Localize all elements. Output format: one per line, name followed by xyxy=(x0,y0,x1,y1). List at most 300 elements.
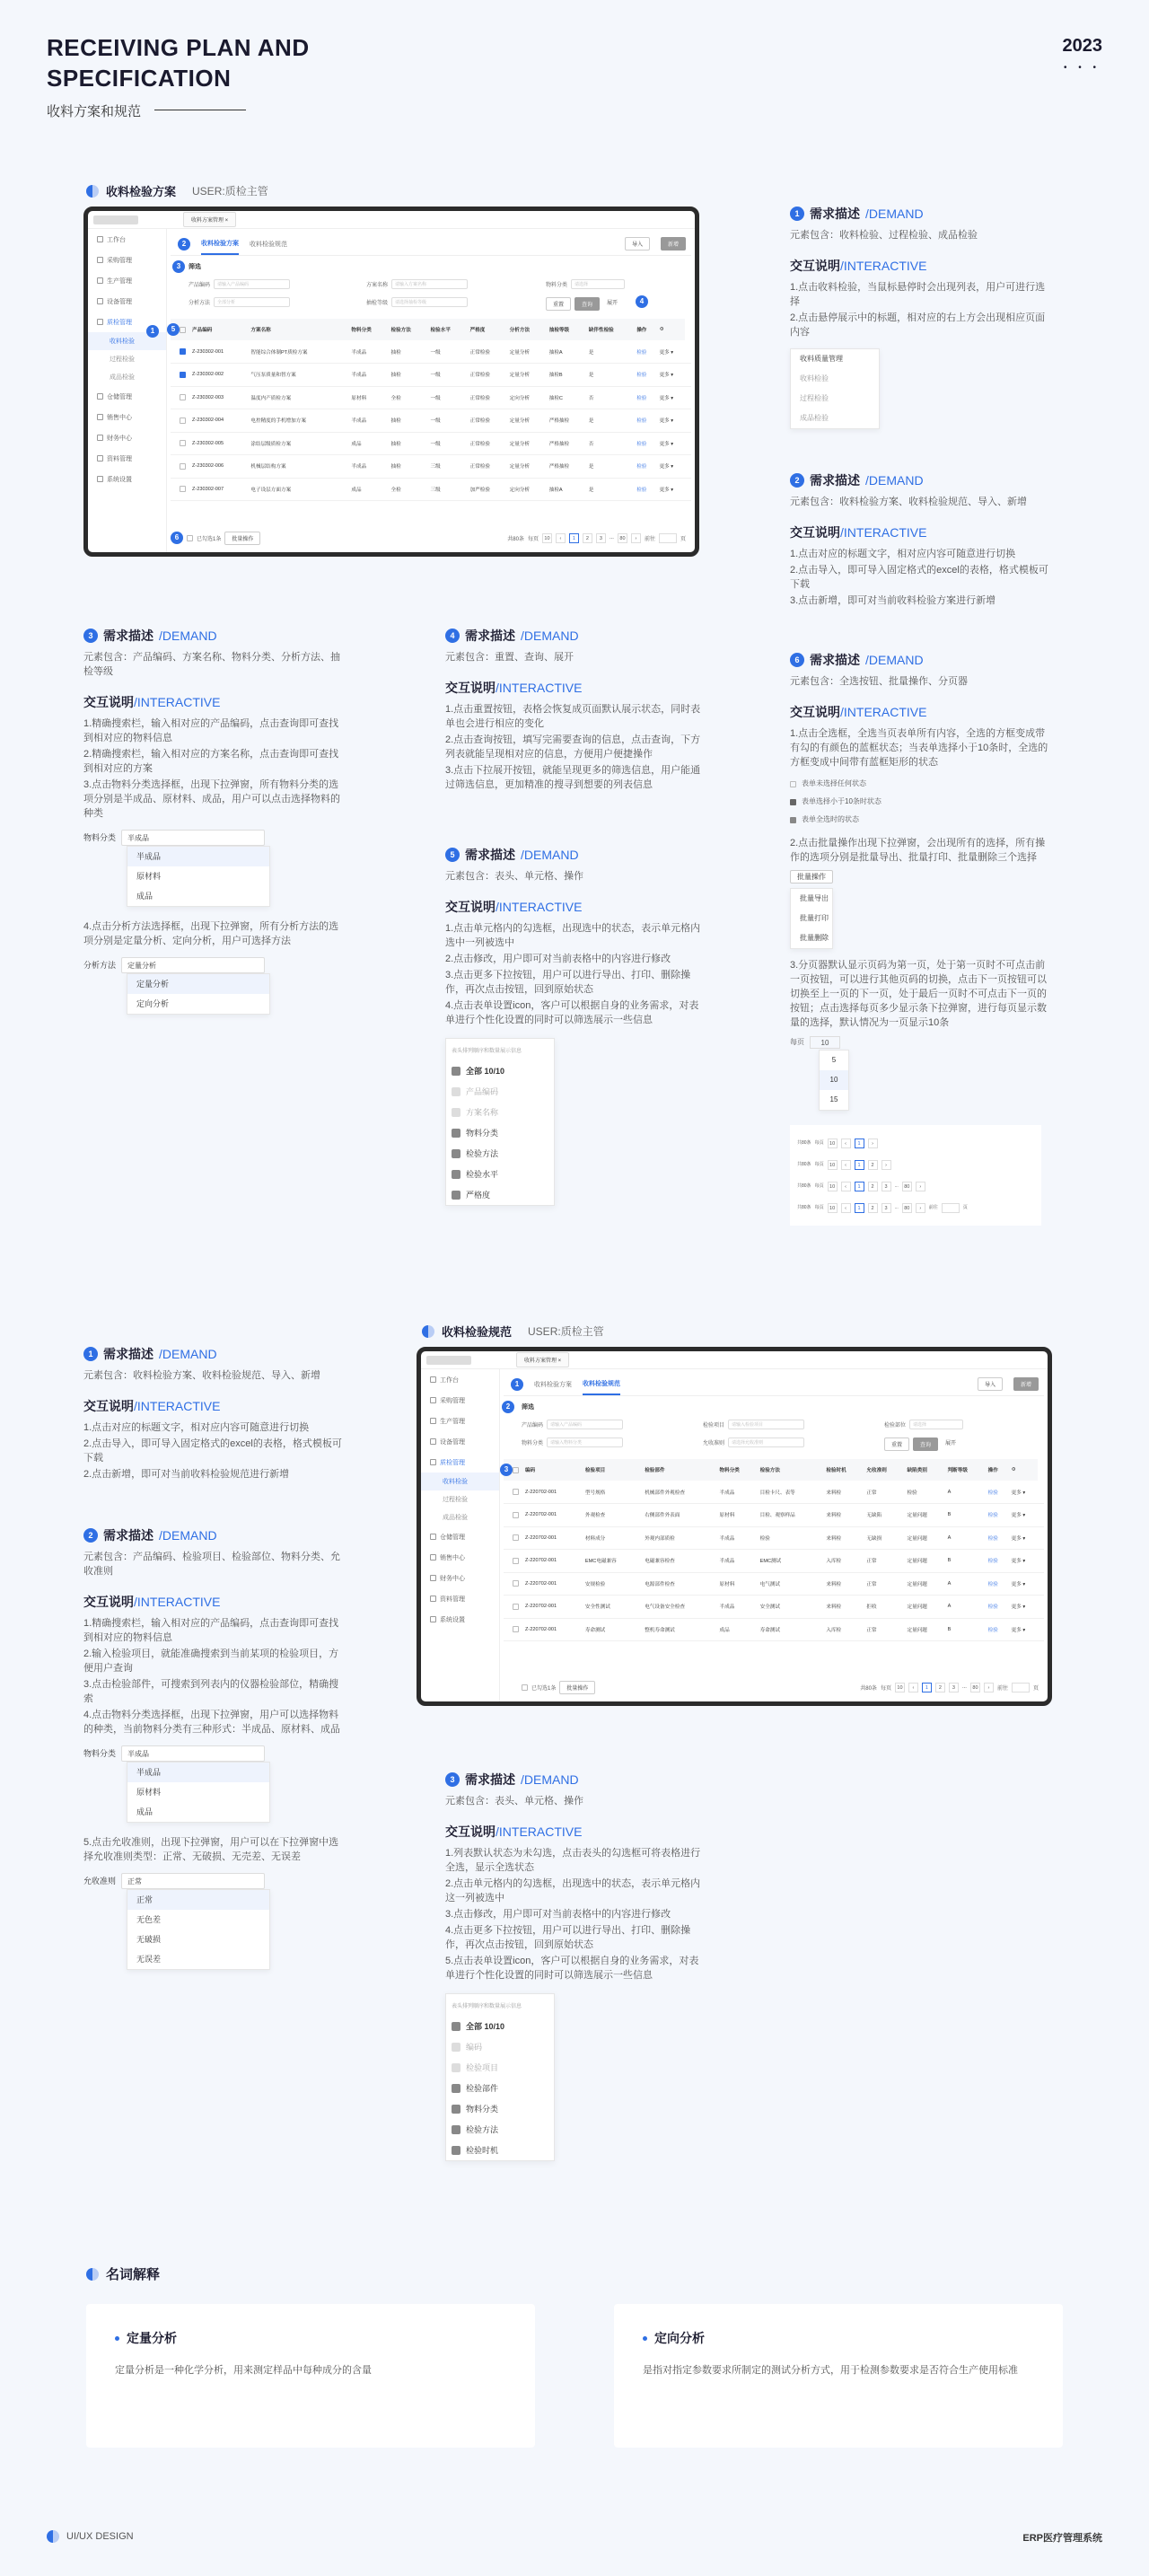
sidebar-item[interactable] xyxy=(88,229,166,250)
page-3[interactable]: 3 xyxy=(949,1683,959,1692)
material-select[interactable]: 半成品 xyxy=(121,830,265,846)
tab-plan-manage[interactable]: 收料方案管理 × xyxy=(183,212,236,227)
column-option[interactable] xyxy=(446,2016,554,2036)
sidebar-item[interactable] xyxy=(88,350,166,368)
sidebar-item-label: 资料管理 xyxy=(107,455,132,462)
column-checkbox[interactable] xyxy=(452,1191,460,1200)
row-checkbox[interactable] xyxy=(513,1580,519,1587)
table-cell: 一级 xyxy=(427,340,467,364)
option[interactable]: 无误差 xyxy=(136,1955,162,1964)
column-header: 检验部件 xyxy=(641,1459,715,1481)
batch-button[interactable]: 批量操作 xyxy=(559,1681,595,1694)
page-number[interactable]: 1 xyxy=(855,1160,864,1170)
table-cell: 安全测试 xyxy=(757,1596,823,1619)
row-checkbox-cell xyxy=(171,455,189,479)
pager-state-row xyxy=(797,1197,1034,1218)
edit-link[interactable]: 检验 xyxy=(985,1504,1008,1527)
menu-icon xyxy=(97,298,103,304)
sidebar-item-label: 收料检验 xyxy=(443,1479,468,1485)
edit-link[interactable]: 检验 xyxy=(633,455,655,479)
tab-inspection-spec[interactable]: 收料检验规范 xyxy=(583,1374,620,1395)
page-2[interactable]: 2 xyxy=(935,1683,945,1692)
page-size-select[interactable]: 10 xyxy=(828,1160,838,1170)
more-dropdown[interactable]: 更多 ▾ xyxy=(1008,1550,1038,1573)
menu-item[interactable]: 成品检验 xyxy=(800,414,829,422)
column-checkbox[interactable] xyxy=(452,2125,460,2134)
import-button[interactable]: 导入 xyxy=(978,1377,1003,1391)
row-checkbox[interactable] xyxy=(513,1626,519,1632)
table-cell: 成品 xyxy=(347,478,387,501)
plan-name-input[interactable]: 请输入方案名称 xyxy=(391,279,468,289)
sidebar-item[interactable] xyxy=(421,1473,499,1490)
goto-input[interactable] xyxy=(1012,1683,1030,1692)
page-3[interactable]: 3 xyxy=(596,533,606,543)
row-checkbox[interactable] xyxy=(513,1512,519,1518)
column-checkbox[interactable] xyxy=(452,2084,460,2093)
more-dropdown[interactable]: 更多 ▾ xyxy=(1008,1481,1038,1504)
pager-per: 每页 xyxy=(814,1205,824,1210)
column-option-label: 检验时机 xyxy=(466,2145,499,2155)
sidebar-item[interactable] xyxy=(88,291,166,312)
option[interactable]: 半成品 xyxy=(127,1763,269,1782)
option[interactable]: 批量导出 xyxy=(800,894,829,902)
more-dropdown[interactable]: 更多 ▾ xyxy=(656,432,686,455)
header-checkbox[interactable] xyxy=(513,1467,519,1473)
column-checkbox[interactable] xyxy=(452,1067,460,1076)
sidebar-item[interactable] xyxy=(421,1609,499,1630)
row-checkbox[interactable] xyxy=(180,394,186,400)
menu-icon xyxy=(97,435,103,441)
pager-total: 共80条 xyxy=(507,536,524,542)
sidebar-item-label: 过程检验 xyxy=(110,356,135,363)
option[interactable]: 原材料 xyxy=(136,1788,162,1797)
table-row xyxy=(504,1550,1044,1573)
option[interactable]: 定向分析 xyxy=(136,999,170,1008)
page-number[interactable]: 2 xyxy=(868,1182,878,1191)
row-checkbox[interactable] xyxy=(513,1604,519,1610)
column-checkbox[interactable] xyxy=(452,2146,460,2155)
next-page-button[interactable]: › xyxy=(881,1160,891,1170)
more-dropdown[interactable]: 更多 ▾ xyxy=(656,455,686,479)
option[interactable]: 15 xyxy=(829,1095,838,1103)
option[interactable]: 5 xyxy=(831,1056,837,1064)
table-cell: 一级 xyxy=(427,432,467,455)
goto-page-word: 页 xyxy=(680,536,686,542)
empty-cell xyxy=(1038,1504,1044,1527)
table-cell: 来料检 xyxy=(822,1526,863,1550)
more-dropdown[interactable]: 更多 ▾ xyxy=(1008,1504,1038,1527)
goto-input[interactable] xyxy=(942,1203,960,1213)
sidebar-item[interactable] xyxy=(88,368,166,386)
more-dropdown[interactable]: 更多 ▾ xyxy=(1008,1618,1038,1641)
option[interactable]: 正常 xyxy=(127,1890,269,1910)
column-option[interactable] xyxy=(446,2119,554,2140)
table-cell: 来料检 xyxy=(822,1572,863,1596)
settings-gear-icon[interactable]: ⚙ xyxy=(1008,1459,1038,1481)
edit-link[interactable]: 检验 xyxy=(633,340,655,364)
row-checkbox[interactable] xyxy=(180,372,186,378)
row-checkbox-cell xyxy=(171,409,189,433)
sidebar-item[interactable] xyxy=(421,1431,499,1452)
table-cell: 外观检查 xyxy=(582,1504,641,1527)
table-cell: 电气测试 xyxy=(757,1572,823,1596)
table-cell: 严格抽检 xyxy=(546,409,585,433)
material-class-demo: 物料分类 半成品 xyxy=(83,830,344,846)
new-button[interactable]: 新增 xyxy=(1013,1377,1039,1391)
checkbox-empty[interactable] xyxy=(790,781,796,787)
row-checkbox[interactable] xyxy=(180,418,186,424)
column-option[interactable] xyxy=(446,1143,554,1164)
more-dropdown[interactable]: 更多 ▾ xyxy=(656,478,686,501)
row-checkbox-cell xyxy=(504,1526,522,1550)
table-cell: 正常检验 xyxy=(467,409,506,433)
column-checkbox[interactable] xyxy=(452,2022,460,2031)
table-cell: 抽检 xyxy=(387,455,426,479)
page-size-dropdown xyxy=(819,1050,849,1111)
column-checkbox[interactable] xyxy=(452,2063,460,2072)
table-cell: 正常 xyxy=(863,1481,903,1504)
empty-cell xyxy=(685,364,691,387)
checkbox-partial[interactable] xyxy=(790,799,796,805)
marker-5: 5 xyxy=(167,323,180,336)
option[interactable]: 成品 xyxy=(136,892,153,901)
sidebar-item[interactable] xyxy=(88,407,166,427)
logo xyxy=(426,1356,471,1365)
sidebar-item[interactable] xyxy=(421,1508,499,1526)
table-cell: Z-220702-001 xyxy=(522,1596,582,1619)
edit-link[interactable]: 检验 xyxy=(633,478,655,501)
sidebar-item[interactable] xyxy=(88,270,166,291)
marker-4: 4 xyxy=(636,295,648,308)
page-1[interactable]: 1 xyxy=(922,1683,932,1692)
sidebar-item-label: 工作台 xyxy=(440,1376,459,1384)
analysis-select[interactable]: 定量分析 xyxy=(121,957,265,973)
page-last[interactable]: 80 xyxy=(618,533,627,543)
option[interactable]: 半成品 xyxy=(127,847,269,866)
table-cell: 电子设层方面方案 xyxy=(247,478,347,501)
option[interactable]: 定量分析 xyxy=(127,974,269,994)
next-page-button[interactable]: › xyxy=(916,1203,925,1213)
column-header: 物料分类 xyxy=(347,319,387,340)
sidebar-item-label: 质检管理 xyxy=(440,1459,465,1466)
anno1-1: 1 需求描述 /DEMAND 元素包含：收料检验、过程检验、成品检验 交互说明/INTERACTIVE 1.点击收料检验，当鼠标悬停时会出现列表，用户可进行选择 2.点击悬停展示中的标题，相对应的右上方会出现相应页面内容 收料质量管理 收料检验 过程检验 成品检验 xyxy=(790,207,1050,429)
row-checkbox[interactable] xyxy=(513,1534,519,1541)
main-area xyxy=(504,1373,1044,1698)
table-row xyxy=(171,340,691,364)
table-cell: Z-220702-001 xyxy=(522,1481,582,1504)
page-size-select[interactable]: 10 xyxy=(542,533,552,543)
edit-link[interactable]: 检验 xyxy=(985,1526,1008,1550)
more-dropdown[interactable]: 更多 ▾ xyxy=(656,409,686,433)
column-option[interactable] xyxy=(446,2140,554,2160)
prev-page-button[interactable]: ‹ xyxy=(841,1182,851,1191)
anno1-3: 3 需求描述 /DEMAND 元素包含：产品编码、方案名称、物料分类、分析方法、抽检等级 交互说明/INTERACTIVE 1.精确搜索栏，输入相对应的产品编码，点击查询即可查找到相对应的物料信息 2.精确搜索栏，输入相对应的方案名称，点击查询即可查找到相对应的方案 3.点击物料分类选择框，出现下拉弹窗，所有物料分类的选项分别是半成品、原材料、成品，用户可以点击选择物料的种类 物料分类 半成品 半成品 原材料 成品 4.点击分析方法选择框，出现下拉弹窗，所有分析方法的选项分别是定量分析、定向分析，用户可选择方法 分析方法 定量分析 定量分析 定向分析 xyxy=(83,629,344,1015)
edit-link[interactable]: 检验 xyxy=(985,1572,1008,1596)
column-option-label: 编码 xyxy=(466,2042,483,2052)
more-dropdown[interactable]: 更多 ▾ xyxy=(656,364,686,387)
pager-states-demo xyxy=(790,1125,1041,1226)
table-cell: 检验 xyxy=(904,1481,944,1504)
row-checkbox[interactable] xyxy=(513,1489,519,1495)
table-cell: 来料检 xyxy=(822,1504,863,1527)
prev-page-button[interactable]: ‹ xyxy=(841,1139,851,1148)
analysis-method-select[interactable]: 全部分析 xyxy=(214,297,290,307)
table-cell: 定量问题 xyxy=(904,1572,944,1596)
sidebar-item[interactable] xyxy=(421,1411,499,1431)
sidebar-item-label: 工作台 xyxy=(107,236,126,243)
sidebar-item[interactable] xyxy=(421,1568,499,1588)
table-cell: Z-220702-001 xyxy=(522,1526,582,1550)
material-class-select[interactable]: 请选择 xyxy=(571,279,625,289)
page-title: RECEIVING PLAN AND SPECIFICATION xyxy=(47,34,310,92)
glossary-header: 名词解释 xyxy=(86,2264,160,2283)
row-checkbox[interactable] xyxy=(180,348,186,355)
edit-link[interactable]: 检验 xyxy=(633,409,655,433)
column-option[interactable] xyxy=(446,2078,554,2098)
menu-item[interactable]: 收料检验 xyxy=(800,374,829,382)
marker-3: 3 xyxy=(172,260,185,273)
next-page-button[interactable]: › xyxy=(984,1683,994,1692)
checkbox-states: 表单未选择任何状态 表单选择小于10条时状态 表单全选时的状态 xyxy=(790,775,1050,829)
sidebar-item[interactable] xyxy=(421,1490,499,1508)
edit-link[interactable]: 检验 xyxy=(985,1618,1008,1641)
sidebar-item[interactable] xyxy=(421,1452,499,1473)
table-cell: 三级 xyxy=(427,478,467,501)
option[interactable]: 10 xyxy=(820,1070,848,1090)
goto-input[interactable] xyxy=(659,533,677,543)
option[interactable]: 批量删除 xyxy=(800,934,829,942)
table-cell: 原材料 xyxy=(347,386,387,409)
select-all-checkbox[interactable] xyxy=(187,535,193,541)
column-checkbox[interactable] xyxy=(452,1108,460,1117)
sidebar-item-label: 销售中心 xyxy=(107,414,132,421)
sidebar-item[interactable] xyxy=(88,448,166,469)
tab-inspection-plan[interactable]: 收料检验方案 xyxy=(534,1381,572,1388)
page-last[interactable]: 80 xyxy=(902,1203,912,1213)
panel-hint: 表头排列顺序和数量展示信息 xyxy=(452,2004,522,2009)
next-page-button[interactable]: › xyxy=(916,1182,925,1191)
column-option[interactable] xyxy=(446,2036,554,2057)
table-cell: 抽检 xyxy=(387,364,426,387)
column-option[interactable] xyxy=(446,1164,554,1184)
column-header: 产品编码 xyxy=(189,319,247,340)
acceptance-select[interactable]: 请选择允收准则 xyxy=(728,1437,804,1447)
option[interactable]: 批量打印 xyxy=(800,914,829,922)
prev-page-button[interactable]: ‹ xyxy=(841,1203,851,1213)
page-size-select[interactable]: 10 xyxy=(828,1182,838,1191)
table-area xyxy=(171,319,691,501)
settings-gear-icon[interactable]: ⚙ xyxy=(656,319,686,340)
material-select[interactable]: 半成品 xyxy=(121,1745,265,1762)
reset-button[interactable]: 重置 xyxy=(546,297,571,311)
column-option[interactable] xyxy=(446,1184,554,1205)
page-number[interactable]: 1 xyxy=(855,1203,864,1213)
edit-link[interactable]: 检验 xyxy=(985,1550,1008,1573)
select-all-checkbox[interactable] xyxy=(522,1684,528,1691)
page-size-select[interactable]: 10 xyxy=(828,1203,838,1213)
footer-right: ERP医疗管理系统 xyxy=(1022,2533,1102,2544)
column-option-label: 严格度 xyxy=(466,1190,491,1200)
more-dropdown[interactable]: 更多 ▾ xyxy=(1008,1572,1038,1596)
more-dropdown[interactable]: 更多 ▾ xyxy=(656,340,686,364)
page-number[interactable]: 1 xyxy=(855,1182,864,1191)
option[interactable]: 原材料 xyxy=(136,872,162,881)
batch-button-demo[interactable]: 批量操作 xyxy=(790,870,833,884)
page-ellipsis: ... xyxy=(894,1183,899,1189)
column-checkbox[interactable] xyxy=(452,1149,460,1158)
menu-dropdown xyxy=(790,348,880,429)
import-button[interactable]: 导入 xyxy=(625,237,650,251)
column-option[interactable] xyxy=(446,1122,554,1143)
page-last[interactable]: 80 xyxy=(970,1683,980,1692)
column-checkbox[interactable] xyxy=(452,1087,460,1096)
query-button[interactable]: 查询 xyxy=(913,1437,938,1451)
table-cell: Z-230302-007 xyxy=(189,478,247,501)
edit-link[interactable]: 检验 xyxy=(633,364,655,387)
more-dropdown[interactable]: 更多 ▾ xyxy=(656,386,686,409)
header-checkbox[interactable] xyxy=(180,327,186,333)
table-cell: 气压泵质量和智方案 xyxy=(247,364,347,387)
table-cell: 材料成分 xyxy=(582,1526,641,1550)
column-checkbox[interactable] xyxy=(452,2043,460,2052)
query-button[interactable]: 查询 xyxy=(574,297,600,311)
row-checkbox[interactable] xyxy=(180,463,186,470)
table-cell: 入库检 xyxy=(822,1550,863,1573)
column-header: 抽检等级 xyxy=(546,319,585,340)
titlebar xyxy=(88,211,695,229)
tab-inspection-spec[interactable]: 收料检验规范 xyxy=(250,241,287,248)
next-page-button[interactable]: › xyxy=(868,1139,878,1148)
marker-1: 1 xyxy=(146,325,159,338)
option[interactable]: 无破损 xyxy=(136,1935,162,1944)
page-number[interactable]: 3 xyxy=(881,1182,891,1191)
page-1[interactable]: 1 xyxy=(569,533,579,543)
table-cell: 半成品 xyxy=(716,1596,757,1619)
page-size-select[interactable]: 10 xyxy=(828,1139,838,1148)
table-cell: 原材料 xyxy=(716,1504,757,1527)
prev-page-button[interactable]: ‹ xyxy=(556,533,566,543)
column-checkbox[interactable] xyxy=(452,1129,460,1138)
edit-link[interactable]: 检验 xyxy=(985,1596,1008,1619)
table-cell: 涂结层级质检方案 xyxy=(247,432,347,455)
table-cell: 拒收 xyxy=(863,1596,903,1619)
empty-cell xyxy=(1038,1572,1044,1596)
table-cell: Z-230302-001 xyxy=(189,340,247,364)
row-checkbox-cell xyxy=(171,364,189,387)
section-dot-icon xyxy=(422,1325,434,1338)
next-page-button[interactable]: › xyxy=(631,533,641,543)
sidebar-item[interactable] xyxy=(421,1547,499,1568)
product-code-input[interactable]: 请输入产品编码 xyxy=(547,1420,623,1429)
page-2[interactable]: 2 xyxy=(583,533,592,543)
empty-cell xyxy=(685,386,691,409)
empty-cell xyxy=(685,340,691,364)
pager-per: 每页 xyxy=(880,1685,891,1692)
column-option-label: 检验水平 xyxy=(466,1169,499,1179)
tab-inspection-plan[interactable]: 收料检验方案 xyxy=(201,233,239,255)
sidebar-item[interactable] xyxy=(88,386,166,407)
material-class-input[interactable]: 请输入物料分类 xyxy=(547,1437,623,1447)
row-checkbox[interactable] xyxy=(180,486,186,492)
edit-link[interactable]: 检验 xyxy=(633,432,655,455)
sidebar xyxy=(88,229,167,552)
option[interactable]: 无色差 xyxy=(136,1915,162,1924)
column-header: 检验时机 xyxy=(822,1459,863,1481)
inspection-part-select[interactable]: 请选择 xyxy=(909,1420,963,1429)
batch-button[interactable]: 批量操作 xyxy=(224,532,260,545)
page-number[interactable]: 2 xyxy=(868,1203,878,1213)
page-number[interactable]: 3 xyxy=(881,1203,891,1213)
menu-item[interactable]: 过程检验 xyxy=(800,394,829,402)
sidebar-item[interactable] xyxy=(421,1588,499,1609)
acceptance-select-demo[interactable]: 正常 xyxy=(121,1873,265,1889)
column-option[interactable] xyxy=(446,2057,554,2078)
reset-button[interactable]: 重置 xyxy=(884,1437,909,1451)
sampling-level-select[interactable]: 请选择抽检等级 xyxy=(391,297,468,307)
column-option[interactable] xyxy=(446,1102,554,1122)
table-cell: 抽检A xyxy=(546,340,585,364)
batch-demo xyxy=(790,870,1050,949)
more-dropdown[interactable]: 更多 ▾ xyxy=(1008,1596,1038,1619)
prev-page-button[interactable]: ‹ xyxy=(908,1683,918,1692)
menu-item[interactable]: 收料质量管理 xyxy=(800,355,843,363)
page-size-select-demo[interactable]: 10 xyxy=(810,1036,840,1049)
anno2-1: 1 需求描述 /DEMAND 元素包含：收料检验方案、收料检验规范、导入、新增 交互说明/INTERACTIVE 1.点击对应的标题文字，相对应内容可随意进行切换 2.点击导入，即可导入固定格式的excel的表格，格式模板可下载 2.点击新增，即可对当前收料检验规范进行新增 xyxy=(83,1347,342,1480)
column-checkbox[interactable] xyxy=(452,2105,460,2114)
expand-button[interactable]: 展开 xyxy=(945,1441,957,1446)
column-header: 物料分类 xyxy=(716,1459,757,1481)
sidebar-item[interactable] xyxy=(88,427,166,448)
menu-icon xyxy=(430,1616,436,1622)
table-row xyxy=(504,1596,1044,1619)
table-cell: 定量分析 xyxy=(506,340,546,364)
new-button[interactable]: 新增 xyxy=(661,237,686,251)
sidebar-item-label: 系统设置 xyxy=(107,476,132,483)
sidebar-item[interactable] xyxy=(421,1390,499,1411)
table-cell: 目检卡尺、表等 xyxy=(757,1481,823,1504)
sidebar-item[interactable] xyxy=(421,1526,499,1547)
page-number[interactable]: 2 xyxy=(868,1160,878,1170)
row-checkbox[interactable] xyxy=(180,440,186,446)
column-option[interactable] xyxy=(446,1081,554,1102)
page-number[interactable]: 1 xyxy=(855,1139,864,1148)
table-cell: 是 xyxy=(585,478,633,501)
row-checkbox[interactable] xyxy=(513,1558,519,1564)
sidebar-item[interactable] xyxy=(88,250,166,270)
pager-state-row xyxy=(797,1154,1034,1175)
page-size-select[interactable]: 10 xyxy=(895,1683,905,1692)
more-dropdown[interactable]: 更多 ▾ xyxy=(1008,1526,1038,1550)
expand-button[interactable]: 展开 xyxy=(607,301,618,306)
prev-page-button[interactable]: ‹ xyxy=(841,1160,851,1170)
column-checkbox[interactable] xyxy=(452,1170,460,1179)
table-cell: 是 xyxy=(585,455,633,479)
inspection-item-input[interactable]: 请输入检验项目 xyxy=(728,1420,804,1429)
option[interactable]: 成品 xyxy=(136,1807,153,1816)
edit-link[interactable]: 检验 xyxy=(633,386,655,409)
checkbox-full[interactable] xyxy=(790,817,796,823)
page-last[interactable]: 80 xyxy=(902,1182,912,1191)
sidebar-item[interactable] xyxy=(88,469,166,489)
sidebar-item[interactable] xyxy=(421,1369,499,1390)
page-subtitle: 收料方案和规范 xyxy=(47,104,142,119)
column-option[interactable] xyxy=(446,1060,554,1081)
product-code-input[interactable]: 请输入产品编码 xyxy=(214,279,290,289)
table-cell: 安全性测试 xyxy=(582,1596,641,1619)
tab-plan-manage[interactable]: 收料方案管理 × xyxy=(516,1352,569,1367)
edit-link[interactable]: 检验 xyxy=(985,1481,1008,1504)
column-option[interactable] xyxy=(446,2098,554,2119)
